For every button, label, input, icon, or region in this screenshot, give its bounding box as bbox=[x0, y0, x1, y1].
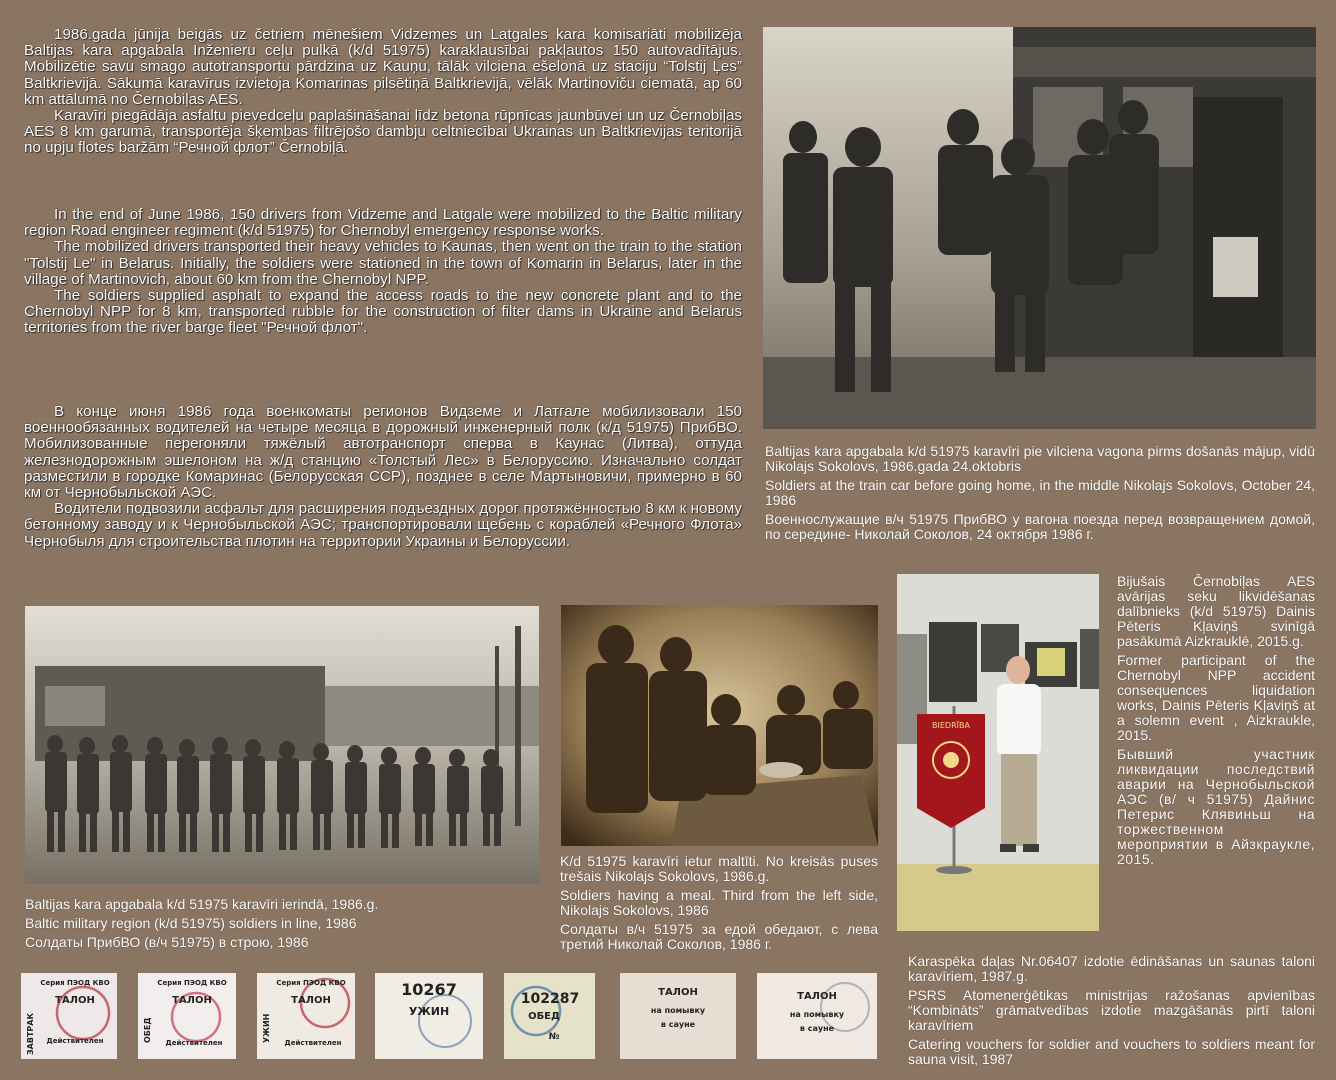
ticket-2-sub: Действителен bbox=[165, 1039, 223, 1047]
photo-soldiers-meal bbox=[561, 605, 878, 846]
caption-vouchers-lv1: Karaspēka daļas Nr.06407 izdotie ēdināšanas un saunas taloni karavīriem, 1987.g. bbox=[908, 953, 1315, 984]
caption-train-lv: Baltijas kara apgabala k/d 51975 karavīri pie vilciena vagona pirms došanās mājup, vidū Nikolajs Sokolovs, 1986.gada 24.oktobris bbox=[765, 443, 1315, 474]
ticket-1-sub: Действителен bbox=[46, 1037, 104, 1045]
photo-soldiers-line bbox=[25, 606, 539, 884]
caption-line-ru: Солдаты ПрибВО (в/ч 51975) в строю, 1986 bbox=[25, 934, 309, 950]
ticket-1-main: ТАЛОН bbox=[55, 995, 95, 1006]
intro-russian bbox=[24, 404, 742, 550]
caption-line-en: Baltic military region (k/d 51975) soldiers in line, 1986 bbox=[25, 915, 357, 931]
ticket-1-side: ЗАВТРАК bbox=[26, 1012, 35, 1055]
voucher-ticket-dinner-number bbox=[375, 973, 483, 1059]
ticket-6-main: на помывку bbox=[650, 1006, 706, 1015]
caption-train bbox=[765, 444, 1315, 546]
intro-latvian bbox=[24, 27, 742, 157]
voucher-ticket-dinner bbox=[257, 973, 355, 1059]
ticket-6-sub: в сауне bbox=[660, 1020, 696, 1029]
photo-soldiers-train bbox=[763, 27, 1316, 429]
ticket-7-top: ТАЛОН bbox=[797, 991, 837, 1002]
ticket-2-top: Серия ПЭОД КВО bbox=[157, 979, 227, 987]
intro-en-p1: In the end of June 1986, 150 drivers from Vidzeme and Latgale were mobilized to the Baltic military region Road engineer regiment (k/d 51975) for Chernobyl emergency response works. bbox=[24, 206, 742, 240]
ticket-2-side: ОБЕД bbox=[143, 1017, 152, 1043]
ticket-3-side: УЖИН bbox=[262, 1013, 271, 1043]
caption-meal-lv: K/d 51975 karavīri ietur maltīti. No kreisās puses trešais Nikolajs Sokolovs, 1986.g. bbox=[560, 853, 878, 884]
caption-vouchers-lv2: PSRS Atomenerģētikas ministrijas ražošanas apvienības “Kombināts” grāmatvedības izdotie mazgāšanās pirtī taloni karavīriem bbox=[908, 987, 1315, 1033]
ticket-3-sub: Действителен bbox=[284, 1039, 342, 1047]
intro-english bbox=[24, 207, 742, 337]
intro-lv-p2: Karavīri piegādāja asfaltu pievedceļu paplašināšanai līdz betona rūpnīcas jaunbūvei un uz Černobiļas AES 8 km garumā, transportēja šķembas filtrējošo dambju celtniecībai Ukrainas un Baltkrievijas teritorijā no upju flotes baržām “Речной флот” Černobiļā. bbox=[24, 107, 742, 157]
caption-portrait-en: Former participant of the Chernobyl NPP accident consequences liquidation works, Dainis Pēteris Kļaviņš at a solemn event , Aizkraukle, 2015. bbox=[1117, 652, 1315, 743]
ticket-2-main: ТАЛОН bbox=[172, 995, 212, 1006]
photo-portrait-event bbox=[897, 574, 1099, 931]
intro-ru-p2: Водители подвозили асфальт для расширения подъездных дорог протяжённостью 8 км к новому бетонному заводу и к Чернобыльской АЭС; транспортировали щебень с кораблей «Речного Флота» Чернобыля для строительства плотин на территории Украины и Белоруссии. bbox=[24, 500, 742, 550]
intro-lv-p1: 1986.gada jūnija beigās uz četriem mēnešiem Vidzemes un Latgales kara komisariāti mobilizēja Baltijas kara apgabala Inženieru ceļu pulkā (k/d 51975) karaklausībai pakļautos 150 autovadītājus. Mobilizētie savu smago autotransportu pārdzina uz Kauņu, tālāk vilciena ešelonā uz staciju “Tolstij Ļes” Baltkrievijā. Sākumā karavīrus izvietoja Komarinas pilsētiņā Baltkrievijā, vēlāk Martinoviču ciematā, ap 60 km attālumā no Černobiļas AES. bbox=[24, 26, 742, 108]
caption-meal-ru: Солдаты в/ч 51975 за едой обедают, с лева третий Николай Соколов, 1986 г. bbox=[560, 921, 878, 952]
caption-vouchers-en: Catering vouchers for soldier and vouchers to soldiers meant for sauna visit, 1987 bbox=[908, 1036, 1315, 1067]
ticket-4-top: 10267 bbox=[401, 980, 457, 999]
ticket-7-sub: в сауне bbox=[799, 1024, 835, 1033]
caption-portrait bbox=[1117, 574, 1315, 871]
caption-train-ru: Военнослужащие в/ч 51975 ПрибВО у вагона поезда перед возвращением домой, по середине- Николай Соколов, 24 октября 1986 г. bbox=[765, 511, 1315, 542]
voucher-ticket-sauna-1 bbox=[620, 973, 736, 1059]
caption-line bbox=[25, 897, 540, 954]
intro-en-p2: The mobilized drivers transported their heavy vehicles to Kaunas, then went on the train to the station "Tolstij Le" in Belarus. Initially, the soldiers were stationed in the town of Komarin in Belarus, later in the village of Martinovich, about 60 km from the Chernobyl NPP. bbox=[24, 238, 742, 288]
intro-ru-p1: В конце июня 1986 года военкоматы регионов Видземе и Латгале мобилизовали 150 военнообязанных водителей на четыре месяца в дорожный инженерный полк (к/д 51975) ПрибВО. Мобилизованные перегоняли тяжёлый автотранспорт сперва в Каунас (Литва), оттуда железнодорожным эшелоном на ж/д станцию «Толстый Лес» в Белоруссию. Изначально солдат разместили в городке Комаринас (Белорусская ССР), позднее в селе Мартыновичи, примерно в 60 км от Чернобыльской АЭС. bbox=[24, 403, 742, 502]
caption-vouchers bbox=[908, 954, 1315, 1071]
ticket-4-main: УЖИН bbox=[408, 1005, 450, 1018]
ticket-3-main: ТАЛОН bbox=[291, 995, 331, 1006]
ticket-7-main: на помывку bbox=[789, 1010, 845, 1019]
voucher-ticket-breakfast bbox=[21, 973, 117, 1059]
ticket-6-top: ТАЛОН bbox=[658, 987, 698, 998]
caption-portrait-lv: Bijušais Černobiļas AES avārijas seku likvidēšanas dalībnieks (k/d 51975) Dainis Pēteris Kļaviņš svinīgā pasākumā Aizkrauklē, 2015.g. bbox=[1117, 573, 1315, 649]
voucher-ticket-sauna-2 bbox=[757, 973, 877, 1059]
ticket-1-top: Серия ПЭОД КВО bbox=[40, 979, 110, 987]
ticket-5-top: 102287 bbox=[520, 991, 580, 1007]
banner-label: BIEDRĪBA bbox=[932, 721, 970, 730]
ticket-5-sub: № bbox=[548, 1032, 560, 1042]
caption-meal-en: Soldiers having a meal. Third from the left side, Nikolajs Sokolovs, 1986 bbox=[560, 887, 878, 918]
caption-meal bbox=[560, 854, 878, 956]
voucher-ticket-lunch bbox=[138, 973, 236, 1059]
intro-en-p3: The soldiers supplied asphalt to expand the access roads to the new concrete plant and to the Chernobyl NPP for 8 km, transported rubble for the construction of filter dams in Ukraine and Belarus territories from the river barge fleet "Речной флот". bbox=[24, 287, 742, 337]
ticket-3-top: Серия ПЭОД КВО bbox=[276, 979, 346, 987]
caption-line-lv: Baltijas kara apgabala k/d 51975 karavīri ierindā, 1986.g. bbox=[25, 896, 379, 912]
caption-portrait-ru: Бывший участник ликвидации последствий аварии на Чернобыльской АЭС (в/ ч 51975) Дайнис Петерис Клявиньш на торжественном мероприятии в Айзкраукле, 2015. bbox=[1117, 746, 1315, 867]
caption-train-en: Soldiers at the train car before going home, in the middle Nikolajs Sokolovs, October 24, 1986 bbox=[765, 477, 1315, 508]
ticket-5-main: ОБЕД bbox=[528, 1011, 560, 1022]
voucher-ticket-lunch-number bbox=[504, 973, 595, 1059]
